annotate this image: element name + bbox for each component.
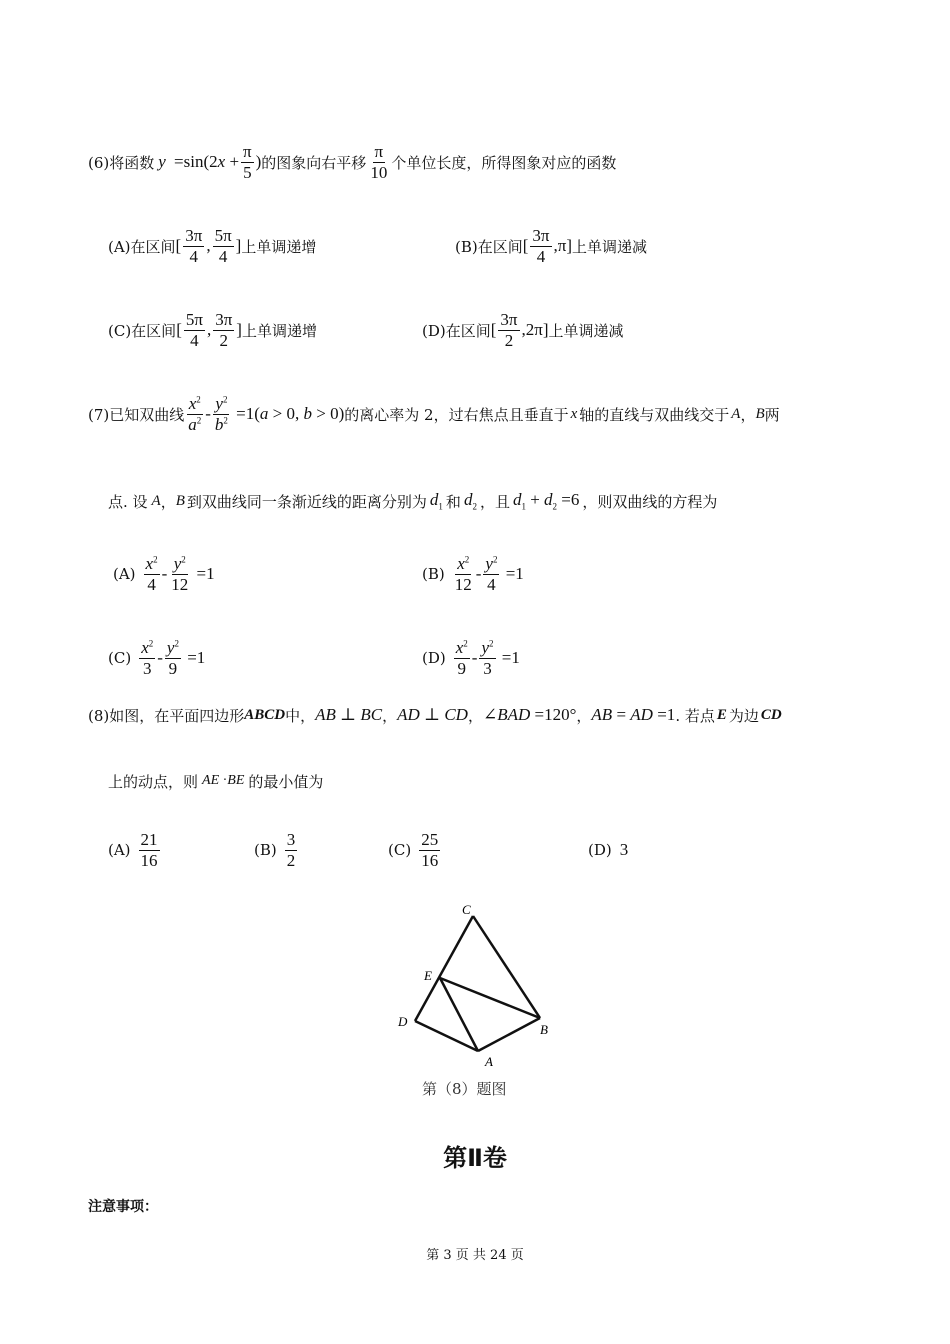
q7-option-a: (A) $\frac{x^2}{4}$ - $\frac{y^2}{12}$ =1 — [113, 553, 215, 594]
q6-stem: (6)将函数 y =sin(2x + $\frac{\pi}{5}$ ) 的图象向右平移 $\frac{\pi}{10}$ 个单位长度，所得图象对应的函数 — [88, 141, 617, 182]
vertex-label-e: E — [424, 968, 432, 983]
q8-option-b: (B) $\frac{3}{2}$ — [254, 829, 296, 870]
vertex-label-b: B — [540, 1022, 548, 1037]
q7-stem-b: 的离心率为 2，过右焦点且垂直于 — [344, 405, 569, 424]
q8-figure — [390, 896, 560, 1106]
q7-stem: (7)已知双曲线 $\frac{x^2}{a^2}$ - $\frac{y^2}{b^2}$ =1(a > 0, b > 0) 的离心率为 2，过右焦点且垂直于 x 轴的直线与双曲线交于 A ， B 两 — [88, 393, 780, 434]
q6-option-d-label: (D)在区间 — [422, 321, 491, 340]
q8-stem: (8)如图，在平面四边形 ABCD 中， AB ⊥ BC ， AD ⊥ CD ， ∠BAD =120° ， AB = AD =1 . 若点 E 为边 CD — [88, 705, 782, 725]
q8-option-d: (D) 3 — [588, 840, 629, 859]
q6-option-b-tail: 上单调递减 — [572, 237, 648, 256]
q6-func: y — [158, 152, 166, 171]
q7-option-b: (B) $\frac{x^2}{12}$ - $\frac{y^2}{4}$ =1 — [422, 553, 524, 594]
q6-frac-pi10: $\frac{\pi}{10}$ — [370, 141, 388, 182]
segment-ea — [440, 978, 478, 1051]
q6-stem-c: 个单位长度，所得图象对应的函数 — [391, 153, 617, 172]
vertex-label-c: C — [462, 902, 471, 917]
edge-ba — [478, 1018, 540, 1051]
q6-option-a-label: (A)在区间 — [108, 237, 176, 256]
vertex-label-d: D — [398, 1014, 408, 1029]
q6-option-d: (D)在区间 [ $\frac{3\pi}{2}$ ,2π] 上单调递减 — [422, 309, 624, 350]
q6-option-a-tail: 上单调递增 — [241, 237, 317, 256]
q7-stem-line2: 点. 设 A ， B 到双曲线同一条渐近线的距离分别为 $d_1$ 和 $d_2$ ，且 $d_1 + d_2 =6$ ，则双曲线的方程为 — [108, 490, 718, 512]
q6-stem-a: (6)将函数 — [88, 153, 155, 172]
q6-option-d-tail: 上单调递减 — [548, 321, 624, 340]
q7-option-d: (D) $\frac{x^2}{9}$ - $\frac{y^2}{3}$ =1 — [422, 637, 520, 678]
q8-option-c: (C) $\frac{25}{16}$ — [388, 829, 439, 870]
q6-option-a: (A)在区间 [ $\frac{3\pi}{4}$ , $\frac{5\pi}{4}$ ] 上单调递增 — [108, 225, 317, 266]
q6-func-eq: =sin(2x + — [169, 152, 240, 171]
q6-frac-pi5: $\frac{\pi}{5}$ — [243, 141, 252, 182]
edge-ad — [415, 1021, 478, 1051]
figure-caption: 第（8）题图 — [422, 1080, 507, 1098]
section-notice: 注意事项： — [88, 1199, 158, 1215]
q7-stem-x: x — [570, 405, 578, 422]
q6-option-c-tail: 上单调递增 — [241, 321, 317, 340]
q6-option-c-label: (C)在区间 — [108, 321, 177, 340]
q7-stem-d: 两 — [764, 405, 780, 424]
page-footer: 第 3 页 共 24 页 — [426, 1248, 524, 1263]
q8-option-a: (A) $\frac{21}{16}$ — [108, 829, 158, 870]
vertex-label-a: A — [485, 1054, 493, 1069]
q7-stem-a: (7)已知双曲线 — [88, 405, 185, 424]
edge-cb — [473, 916, 540, 1018]
q6-stem-b: 的图象向右平移 — [261, 153, 367, 172]
q7-option-c: (C) $\frac{x^2}{3}$ - $\frac{y^2}{9}$ =1 — [108, 637, 206, 678]
section-title: 第Ⅱ卷 — [443, 1144, 507, 1172]
q6-option-b-label: (B)在区间 — [455, 237, 523, 256]
q6-option-b: (B)在区间 [ $\frac{3\pi}{4}$ ,π] 上单调递减 — [455, 225, 648, 266]
q6-option-c: (C)在区间 [ $\frac{5\pi}{4}$ , $\frac{3\pi}{2}$ ] 上单调递增 — [108, 309, 317, 350]
segment-eb — [440, 978, 540, 1018]
q7-stem-c: 轴的直线与双曲线交于 — [579, 405, 730, 424]
q8-stem-line2: 上的动点，则 AE ·BE 的最小值为 — [108, 772, 324, 791]
